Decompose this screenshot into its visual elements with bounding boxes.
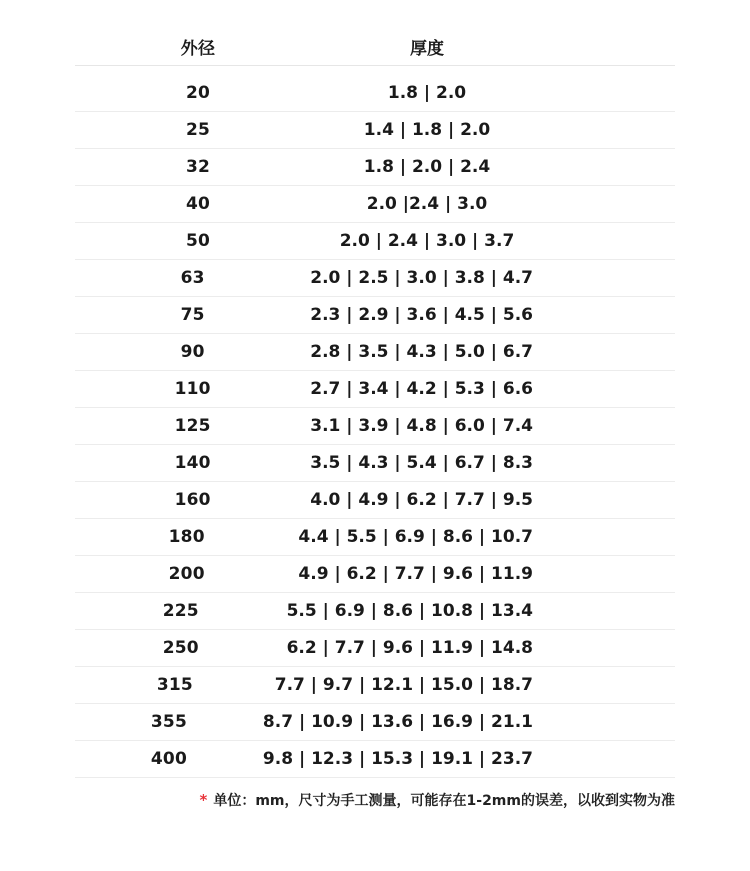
table-row bbox=[75, 408, 675, 445]
table-row bbox=[75, 556, 675, 593]
cell-thickness: 5.5 | 6.9 | 8.6 | 10.8 | 13.4 bbox=[286, 601, 533, 621]
table-row bbox=[75, 445, 675, 482]
cell-outer-diameter: 25 bbox=[185, 120, 211, 140]
table-row bbox=[75, 334, 675, 371]
cell-outer-diameter: 160 bbox=[174, 490, 211, 510]
table-row bbox=[75, 630, 675, 667]
table-row bbox=[75, 223, 675, 260]
table-row bbox=[75, 519, 675, 556]
cell-outer-diameter: 32 bbox=[185, 157, 211, 177]
cell-thickness: 9.8 | 12.3 | 15.3 | 19.1 | 23.7 bbox=[262, 749, 533, 769]
cell-outer-diameter: 225 bbox=[162, 601, 199, 621]
cell-thickness: 1.8 | 2.0 | 2.4 bbox=[363, 157, 491, 177]
cell-outer-diameter: 63 bbox=[180, 268, 205, 288]
spec-table bbox=[75, 27, 675, 778]
cell-thickness: 1.8 | 2.0 bbox=[387, 83, 467, 103]
cell-outer-diameter: 75 bbox=[180, 305, 205, 325]
cell-outer-diameter: 125 bbox=[174, 416, 211, 436]
cell-outer-diameter: 180 bbox=[168, 527, 205, 547]
cell-thickness: 6.2 | 7.7 | 9.6 | 11.9 | 14.8 bbox=[286, 638, 533, 658]
cell-thickness: 8.7 | 10.9 | 13.6 | 16.9 | 21.1 bbox=[262, 712, 533, 732]
cell-thickness: 7.7 | 9.7 | 12.1 | 15.0 | 18.7 bbox=[274, 675, 533, 695]
cell-thickness: 2.0 | 2.4 | 3.0 | 3.7 bbox=[339, 231, 515, 251]
table-row bbox=[75, 260, 675, 297]
table-row bbox=[75, 704, 675, 741]
table-row bbox=[75, 741, 675, 778]
cell-thickness: 2.8 | 3.5 | 4.3 | 5.0 | 6.7 bbox=[310, 342, 533, 362]
cell-thickness: 2.7 | 3.4 | 4.2 | 5.3 | 6.6 bbox=[310, 379, 533, 399]
cell-outer-diameter: 40 bbox=[185, 194, 211, 214]
cell-outer-diameter: 50 bbox=[185, 231, 211, 251]
cell-outer-diameter: 400 bbox=[150, 749, 187, 769]
cell-outer-diameter: 250 bbox=[162, 638, 199, 658]
measurement-note bbox=[0, 790, 675, 810]
table-row bbox=[75, 186, 675, 223]
cell-thickness: 3.1 | 3.9 | 4.8 | 6.0 | 7.4 bbox=[310, 416, 533, 436]
table-row bbox=[75, 593, 675, 630]
table-body bbox=[75, 75, 675, 778]
table-row bbox=[75, 112, 675, 149]
cell-thickness: 4.0 | 4.9 | 6.2 | 7.7 | 9.5 bbox=[310, 490, 533, 510]
cell-thickness: 2.0 | 2.5 | 3.0 | 3.8 | 4.7 bbox=[310, 268, 533, 288]
note-text: 单位：mm，尺寸为手工测量，可能存在1-2mm的误差，以收到实物为准 bbox=[213, 793, 675, 809]
cell-outer-diameter: 200 bbox=[168, 564, 205, 584]
header-thickness: 厚度 bbox=[410, 38, 444, 59]
table-row bbox=[75, 667, 675, 704]
cell-outer-diameter: 315 bbox=[156, 675, 193, 695]
cell-thickness: 4.9 | 6.2 | 7.7 | 9.6 | 11.9 bbox=[298, 564, 533, 584]
cell-thickness: 3.5 | 4.3 | 5.4 | 6.7 | 8.3 bbox=[310, 453, 533, 473]
cell-outer-diameter: 355 bbox=[150, 712, 187, 732]
header-outer-diameter: 外径 bbox=[180, 38, 216, 59]
cell-thickness: 1.4 | 1.8 | 2.0 bbox=[363, 120, 491, 140]
cell-outer-diameter: 110 bbox=[174, 379, 211, 399]
table-row bbox=[75, 75, 675, 112]
table-row bbox=[75, 149, 675, 186]
table-row bbox=[75, 482, 675, 519]
cell-thickness: 2.0 |2.4 | 3.0 bbox=[366, 194, 488, 214]
note-marker: * bbox=[199, 791, 208, 809]
cell-outer-diameter: 20 bbox=[185, 83, 211, 103]
cell-thickness: 2.3 | 2.9 | 3.6 | 4.5 | 5.6 bbox=[310, 305, 533, 325]
table-row bbox=[75, 297, 675, 334]
table-row bbox=[75, 371, 675, 408]
cell-outer-diameter: 90 bbox=[180, 342, 205, 362]
table-header bbox=[75, 27, 675, 66]
cell-thickness: 4.4 | 5.5 | 6.9 | 8.6 | 10.7 bbox=[298, 527, 533, 547]
cell-outer-diameter: 140 bbox=[174, 453, 211, 473]
